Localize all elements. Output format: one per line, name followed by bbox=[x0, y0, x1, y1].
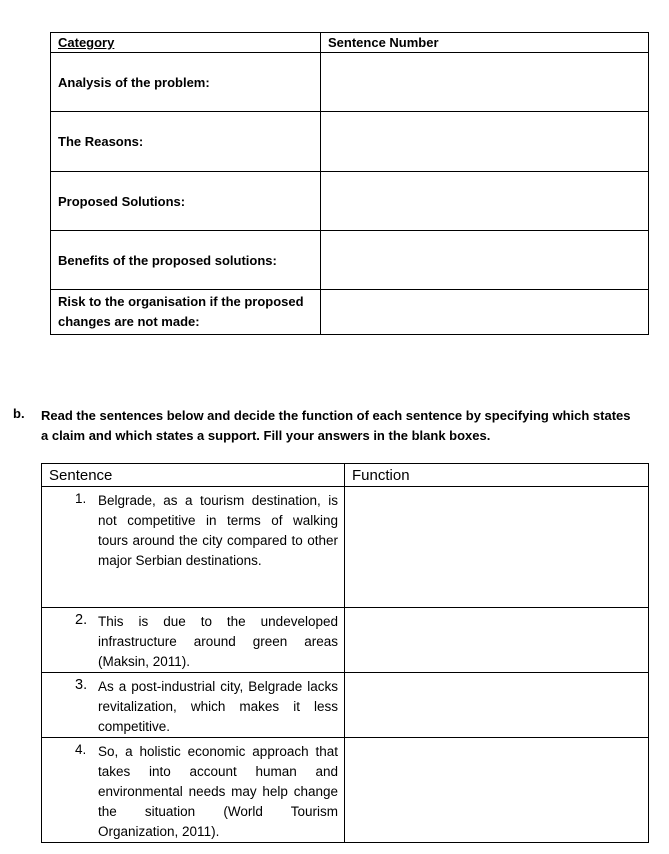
category-cell: The Reasons: bbox=[51, 112, 321, 172]
table-row bbox=[42, 487, 649, 608]
table-row bbox=[51, 290, 649, 335]
function-answer-box[interactable] bbox=[345, 738, 649, 843]
sentence-number: 3. bbox=[75, 677, 88, 693]
table-row bbox=[51, 231, 649, 290]
table-row bbox=[51, 112, 649, 172]
category-table bbox=[50, 32, 649, 335]
sentence-number-answer-box[interactable] bbox=[321, 112, 649, 172]
function-answer-box[interactable] bbox=[345, 673, 649, 738]
question-label: b. bbox=[13, 406, 25, 421]
category-cell: Proposed Solutions: bbox=[51, 172, 321, 231]
table-row bbox=[51, 172, 649, 231]
table-row bbox=[42, 738, 649, 843]
header-sentence: Sentence bbox=[42, 464, 345, 487]
sentence-number-answer-box[interactable] bbox=[321, 172, 649, 231]
table-row bbox=[51, 53, 649, 112]
category-cell: Benefits of the proposed solutions: bbox=[51, 231, 321, 290]
category-table-header bbox=[51, 33, 649, 53]
sentence-text: This is due to the undeveloped infrastructure around green areas (Maksin, 2011). bbox=[98, 614, 338, 669]
sentence-text: Belgrade, as a tourism destination, is not competitive in terms of walking tours around the city compared to other major Serbian destinations. bbox=[98, 493, 338, 568]
sentence-number-answer-box[interactable] bbox=[321, 53, 649, 112]
sentence-cell bbox=[42, 608, 345, 673]
header-sentence-number: Sentence Number bbox=[321, 33, 649, 53]
category-cell: Analysis of the problem: bbox=[51, 53, 321, 112]
sentence-text: So, a holistic economic approach that takes into account human and environmental needs may help change the situation (World Tourism Organization, 2011). bbox=[98, 744, 338, 839]
table-row bbox=[42, 673, 649, 738]
function-answer-box[interactable] bbox=[345, 487, 649, 608]
category-cell: Risk to the organisation if the proposed changes are not made: bbox=[51, 290, 321, 335]
header-category: Category bbox=[51, 33, 321, 53]
sentence-number-answer-box[interactable] bbox=[321, 290, 649, 335]
sentence-number: 2. bbox=[75, 612, 88, 628]
question-instruction: Read the sentences below and decide the function of each sentence by specifying which states a claim and which states a support. Fill your answers in the blank boxes. bbox=[41, 408, 631, 443]
sentence-number: 4. bbox=[75, 742, 87, 757]
sentence-number-answer-box[interactable] bbox=[321, 231, 649, 290]
sentence-cell bbox=[42, 487, 345, 608]
sentence-function-table bbox=[41, 463, 649, 843]
sentence-number: 1. bbox=[75, 491, 87, 506]
sentence-text: As a post-industrial city, Belgrade lacks revitalization, which makes it less competitive. bbox=[98, 679, 338, 734]
table-row bbox=[42, 608, 649, 673]
sentence-table-header bbox=[42, 464, 649, 487]
header-function: Function bbox=[345, 464, 649, 487]
function-answer-box[interactable] bbox=[345, 608, 649, 673]
sentence-cell bbox=[42, 673, 345, 738]
sentence-cell bbox=[42, 738, 345, 843]
